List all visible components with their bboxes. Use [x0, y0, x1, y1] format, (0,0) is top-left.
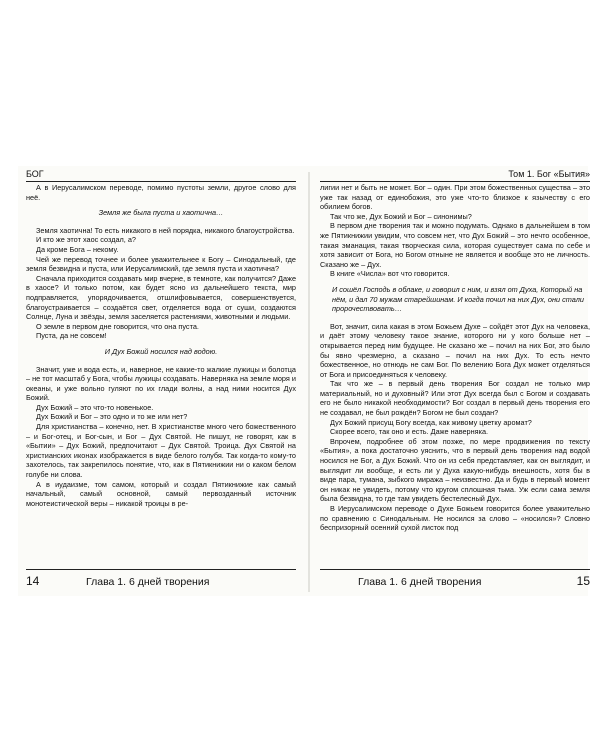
- body-paragraph: Для христианства – конечно, нет. В христианстве много чего божественного – и Бог-отец, и Бог-сын, и Бог – Дух Святой. Не пишут, не говорят, как в «Бытии» – Дух Божий, предпочитают – Дух Святой. Троица. Дух Святой на христианских иконах изображается в виде белого голубя. Так когда-то кому-то захотелось, так закрепилось понятие, что, как в Пятикнижии ни о каком белом голубе ни слова.: [26, 422, 296, 480]
- body-paragraph: Так что же, Дух Божий и Бог – синонимы?: [330, 211, 472, 221]
- body-paragraph: В Иерусалимском переводе о Духе Божьем говорится более уважительно по сравнению с Синодальным. Не носился за слово – «носился»? Словно беспризорный осенний сухой листок под: [320, 504, 590, 533]
- quote-paragraph: И Дух Божий носился над водою.: [104, 346, 218, 356]
- body-paragraph: лигии нет и быть не может. Бог – один. При этом божественных существа – это уже так назад от единобожия, это уже что-то близкое к язычеству с его обилием богов.: [320, 183, 590, 212]
- body-paragraph: Земля хаотична! То есть никакого в ней порядка, никакого благоустройства.: [36, 225, 295, 235]
- left-page-header: [26, 168, 296, 181]
- left-page: [26, 166, 296, 596]
- body-paragraph: Впрочем, подробнее об этом позже, по мере продвижения по тексту «Бытия», а пока достаточно уяснить, что в первый день творения над водой носился не Бог, а Дух Божий. Что он из себя представляет, как он выглядит, и выглядит ли вообще, и есть ли у Духа какую-нибудь внешность, хотя бы в виде пара, тумана, зыбкого миража – неизвестно. Да и будь в первый момент он никак не увидеть, потому что кругом сплошная тьма. Уж если сама земля была безвидна, то где там увидеть бестелесный Дух.: [320, 436, 590, 504]
- left-chapter-title: Глава 1. 6 дней творения: [86, 576, 210, 588]
- body-paragraph: Чей же перевод точнее и более уважительнее к Богу – Синодальный, где земля безвидна и пуста, или Иерусалимский, где земля пуста и хаотична?: [26, 254, 296, 274]
- body-paragraph: В первом дне творения так и можно подумать. Однако в дальнейшем в том же Пятикнижии увидим, что совсем нет, что Дух Божий – это нечто особенное, такая эманация, такая творческая сила, которая существует сама по себе и хотя зависит от Бога, но Богом отныне не является и вообще это не личность. Сказано же – Дух.: [320, 221, 590, 269]
- left-header-rule: [26, 181, 296, 182]
- body-paragraph: Дух Божий и Бог – это одно и то же или нет?: [36, 412, 188, 422]
- quote-paragraph: И сошёл Господь в облаке, и говорил с ним, и взял от Духа, Который на нём, и дал 70 мужам старейшинам. И когда почил на них Дух, они стали пророчествовать…: [332, 284, 584, 314]
- body-paragraph: Дух Божий – это что-то новенькое.: [36, 402, 154, 412]
- body-paragraph: Скорее всего, так оно и есть. Даже наверняка.: [330, 427, 489, 437]
- body-paragraph: А в Иерусалимском переводе, помимо пустоты земли, другое слово для неё.: [26, 183, 296, 202]
- left-page-footer: [26, 572, 296, 592]
- left-page-number: 14: [26, 574, 40, 588]
- body-paragraph: Вот, значит, сила какая в этом Божьем Духе – сойдёт этот Дух на человека, и даёт этому человеку такое знание, которого ни у кого больше нет – открывается перед ним будущее. Не сказано же – почил на них Бог, это было бы явно чрезмерно, а сказано – почил на них Дух. То есть нечто божественное, но отнюдь не сам Бог. По велению Бога Дух может отделяться от Бога и присоединяться к человеку.: [320, 321, 590, 379]
- body-paragraph: Сначала приходится создавать мир вчерне, в темноте, как получится? Даже в хаосе? И только потом, как будет ясно из дальнейшего текста, мир подправляется, упорядочивается, отшлифовывается, совершенствуется, благоустраивается – создаётся свет, отделяется вода от суши, создаются Солнце, Луна и звёзды, земля заселяется растениями, животными и людьми.: [26, 273, 296, 322]
- left-running-head: БОГ: [26, 169, 44, 179]
- body-paragraph: И кто же этот хаос создал, а?: [36, 235, 136, 245]
- right-page-number: 15: [576, 574, 590, 588]
- body-paragraph: Значит, уже и вода есть, и, наверное, не какие-то жалкие лужицы и болотца – не тот масштаб у Бога, чтобы лужицы создавать. Наверняка на земле моря и океаны, и уже вольно гуляют по их глади волны, а над ними носится Дух Божий.: [26, 364, 296, 403]
- right-page-body: [320, 183, 590, 568]
- right-running-head: Том 1. Бог «Бытия»: [508, 169, 590, 179]
- right-page: [320, 166, 590, 596]
- right-footer-rule: [320, 569, 590, 570]
- left-footer-rule: [26, 569, 296, 570]
- body-paragraph: Да кроме Бога – некому.: [36, 244, 119, 254]
- right-header-rule: [320, 181, 590, 182]
- body-paragraph: А в иудаизме, том самом, который и создал Пятикнижие как самый начальный, самый основной, самый первозданный источник монотеистической веры – никакой троицы в ре-: [26, 479, 296, 508]
- left-page-body: [26, 183, 296, 568]
- right-page-header: [320, 168, 590, 181]
- right-page-footer: [320, 572, 590, 592]
- quote-paragraph: Земля же была пуста и хаотична…: [98, 208, 224, 218]
- body-paragraph: О земле в первом дне говорится, что она пуста.: [36, 321, 199, 331]
- body-paragraph: Пуста, да не совсем!: [36, 331, 107, 341]
- book-gutter: [308, 172, 310, 592]
- book-spread: [18, 166, 588, 596]
- body-paragraph: Так что же – в первый день творения Бог создал не только мир материальный, но и духовный? Или этот Дух всегда был с Богом и создавать его не было никакой необходимости? Бог создал в первый день творения его не создавал, не был рождён? Богом не был создан?: [320, 379, 590, 418]
- body-paragraph: Дух Божий присущ Богу всегда, как живому цветку аромат?: [330, 417, 532, 427]
- right-chapter-title: Глава 1. 6 дней творения: [358, 576, 482, 588]
- body-paragraph: В книге «Числа» вот что говорится.: [330, 269, 450, 279]
